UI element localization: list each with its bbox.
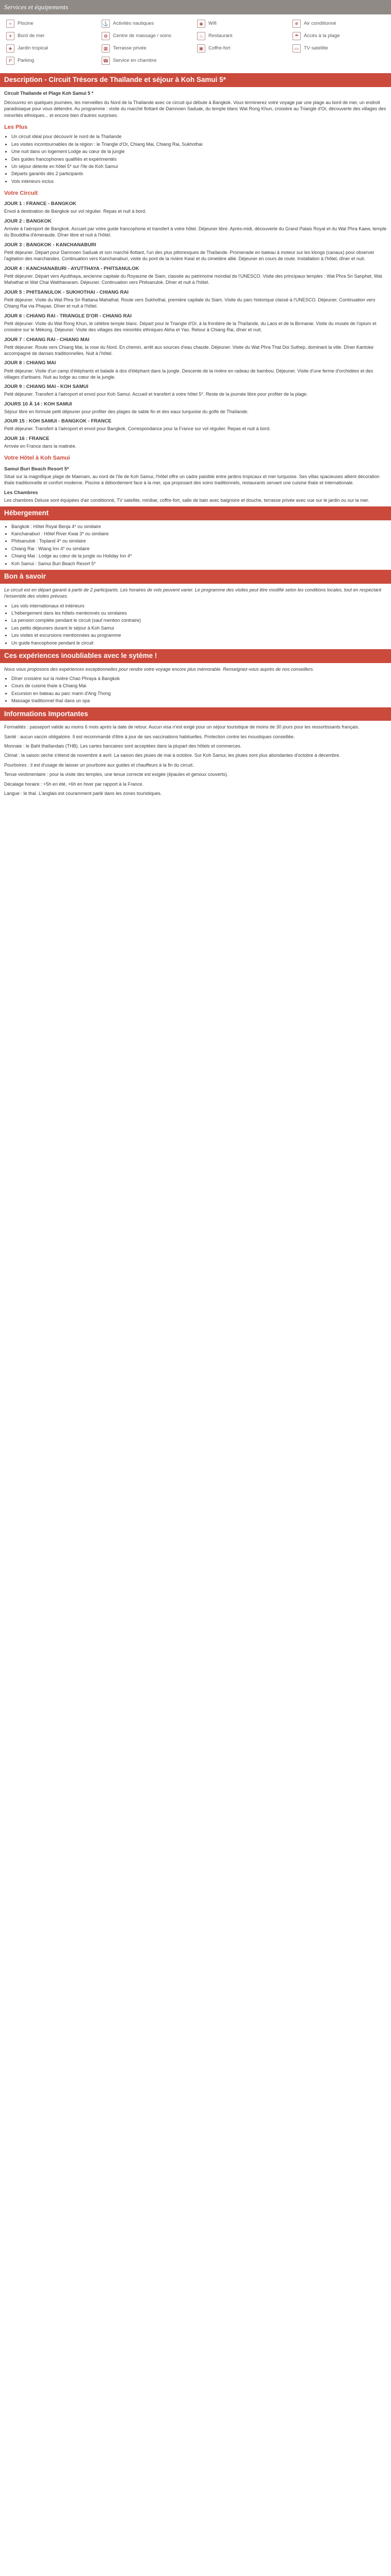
experiences-content: [0, 666, 391, 704]
info-paragraph: Pourboires : il est d'usage de laisser un pourboire aux guides et chauffeurs à la fin du circuit.: [4, 762, 194, 768]
included-item: • Les petits déjeuners durant le séjour à Koh Samui: [11, 625, 387, 631]
service-item: [292, 44, 385, 53]
accommodation-item: • Chiang Rai : Wiang Inn 4* ou similaire: [11, 546, 387, 552]
service-item: [292, 20, 385, 28]
day-text: Séjour libre en formule petit déjeuner pour profiter des plages de sable fin et des eaux turquoise du golfe de Thaïlande.: [4, 409, 249, 414]
service-label: Terrasse privée: [113, 45, 146, 52]
day-title: JOUR 6 : CHIANG RAI - TRIANGLE D'OR - CHIANG RAI: [4, 313, 132, 319]
info-paragraph: Santé : aucun vaccin obligatoire. Il est recommandé d'être à jour de ses vaccinations habituelles. Protection contre les moustiques conseillée.: [4, 734, 295, 739]
service-label: Air conditionné: [304, 21, 336, 27]
service-label: Restaurant: [208, 33, 233, 39]
wifi-icon: ◉: [197, 20, 205, 28]
included-item: • Un guide francophone pendant le circuit: [11, 640, 387, 646]
service-item: [6, 44, 99, 53]
day-title: JOUR 7 : CHIANG RAI - CHIANG MAI: [4, 336, 90, 343]
info-paragraph: Décalage horaire : +5h en été, +6h en hiver par rapport à la France.: [4, 781, 144, 787]
safe-icon: ▣: [197, 44, 205, 53]
plus-item: • Vols intérieurs inclus: [11, 178, 387, 184]
info-paragraph: Climat : la saison sèche s'étend de novembre à avril. La saison des pluies de mai à octobre. Sur Koh Samui, les pluies sont plus abondantes d'octobre à décembre.: [4, 753, 340, 758]
service-label: Jardin tropical: [18, 45, 48, 52]
info-paragraph: Langue : le thaï. L'anglais est couramment parlé dans les zones touristiques.: [4, 791, 162, 796]
service-label: Centre de massage / soins: [113, 33, 172, 39]
plus-list: [4, 133, 387, 184]
plus-item: • Une nuit dans un logement Lodge au cœur de la jungle: [11, 148, 387, 155]
experiences-list: [4, 675, 387, 704]
plus-item: • Les visites incontournables de la région : le Triangle d'Or, Chiang Mai, Chiang Rai, Sukhothai: [11, 141, 387, 147]
included-item: • Les visites et excursions mentionnées au programme: [11, 632, 387, 638]
activities-icon: ⚓: [102, 20, 110, 28]
service-item: [102, 57, 194, 65]
day-title: JOUR 9 : CHIANG MAI - KOH SAMUI: [4, 384, 89, 390]
accommodation-content: [0, 523, 391, 567]
service-item: [102, 20, 194, 28]
good-to-know-title: Bon à savoir: [0, 570, 391, 584]
experience-item: • Cours de cuisine thaïe à Chiang Mai: [11, 683, 387, 689]
info-content: [0, 724, 391, 796]
tv-icon: ▭: [292, 44, 301, 53]
ac-icon: ❄: [292, 20, 301, 28]
service-item: [6, 32, 99, 40]
service-label: Activités nautiques: [113, 21, 154, 27]
description-subtitle: Circuit Thaïlande et Plage Koh Samui 5 *: [4, 90, 94, 96]
itinerary-days: [4, 200, 387, 449]
service-label: Parking: [18, 58, 35, 64]
day-title: JOUR 3 : BANGKOK - KANCHANABURI: [4, 242, 96, 248]
day-title: JOUR 16 : FRANCE: [4, 435, 50, 442]
service-item: [197, 32, 289, 40]
day-text: Arrivée à l'aéroport de Bangkok. Accueil par votre guide francophone et transfert à votre hôtel. Déjeuner libre. Après-midi, découverte du Grand Palais Royal et du Wat Phra Kaew, temple du Bouddha d'émeraude. Dîner libre et nuit à l'hôtel.: [4, 226, 387, 238]
accommodation-item: • Bangkok : Hôtel Royal Benja 4* ou similaire: [11, 523, 387, 530]
experiences-text: Nous vous proposons des expériences exceptionnelles pour rendre votre voyage encore plus mémorable. Renseignez-vous auprès de nos conseillers.: [4, 666, 314, 672]
experience-item: • Massage traditionnel thaï dans un spa: [11, 698, 387, 704]
hotel-title: Votre Hôtel à Koh Samui: [4, 455, 70, 462]
service-item: [102, 44, 194, 53]
description-intro: Découvrez en quelques journées, les merveilles du Nord de la Thaïlande avec ce circuit qui débute à Bangkok. Vous terminerez votre voyage par une plage au bord de mer, un endroit paradisiaque pour vous détendre. Au programme : visite du marché flottant de Damnoen Saduak, du temple blanc Wat Rong Khun, croisière au Triangle d'Or, découverte des villages des minorités ethniques... et encore bien d'autres surprises.: [4, 99, 386, 118]
day-text: Petit déjeuner. Départ pour Damnoen Saduak et son marché flottant, l'un des plus pittoresques de Thaïlande. Promenade en bateau à moteur sur les klongs (canaux) pour observer l'agitation des marchandes. Continuation vers Kanchanaburi, visite du pont de la rivière Kwaï et du cimetière allié. Déjeuner en cours de route. Installation à l'hôtel, dîner et nuit.: [4, 249, 374, 262]
plus-title: Les Plus: [4, 124, 28, 131]
accommodation-item: • Phitsanulok : Topland 4* ou similaire: [11, 538, 387, 544]
service-item: [6, 20, 99, 28]
day-title: JOUR 8 : CHIANG MAI: [4, 360, 56, 366]
accommodation-list: [4, 523, 387, 567]
good-to-know-content: [0, 587, 391, 646]
good-to-know-text: Le circuit est en départ garanti à partir de 2 participants. Les horaires de vols peuvent varier. Le programme des visites peut être modifié selon les conditions locales, tout en respectant l'ensemble des visites prévues.: [4, 587, 382, 599]
service-label: TV satellite: [304, 45, 328, 52]
day-title: JOUR 5 : PHITSANULOK - SUKHOTHAI - CHIANG RAI: [4, 289, 129, 295]
service-label: Coffre-fort: [208, 45, 231, 52]
day-text: Envol à destination de Bangkok sur vol régulier. Repas et nuit à bord.: [4, 209, 146, 214]
day-text: Petit déjeuner. Visite du Wat Rong Khun, le célèbre temple blanc. Départ pour le Triangle d'Or, à la frontière de la Thaïlande, du Laos et de la Birmanie. Visite du musée de l'opium et croisière sur le Mékong. Déjeuner. Visite des villages des minorités ethniques Akha et Yao. Retour à Chiang Rai, dîner et nuit.: [4, 320, 377, 333]
day-title: JOUR 4 : KANCHANABURI - AYUTTHAYA - PHITSANULOK: [4, 265, 139, 272]
rooms-title: Les Chambres: [4, 489, 38, 496]
service-label: Piscine: [18, 21, 34, 27]
included-item: • Les vols internationaux et intérieurs: [11, 603, 387, 609]
day-text: Petit déjeuner. Départ vers Ayutthaya, ancienne capitale du Royaume de Siam, classée au patrimoine mondial de l'UNESCO. Visite des principaux temples : Wat Phra Sri Sanphet, Wat Mahathat et Wat Chai Watthanaram. Déjeuner. Continuation vers Phitsanulok. Dîner et nuit à l'hôtel.: [4, 273, 382, 285]
services-grid: [0, 14, 391, 71]
restaurant-icon: ♨: [197, 32, 205, 40]
service-item: [102, 32, 194, 40]
experience-item: • Dîner croisière sur la rivière Chao Phraya à Bangkok: [11, 675, 387, 682]
day-text: Petit déjeuner. Route vers Chiang Mai, la rose du Nord. En chemin, arrêt aux sources d'eau chaude. Déjeuner. Visite du Wat Phra That Doi Suthep, dominant la ville. Dîner Kantoke accompagné de danses traditionnelles. Nuit à l'hôtel.: [4, 344, 373, 357]
plus-item: • Un séjour détente en hôtel 5* sur l'île de Koh Samui: [11, 163, 387, 170]
day-text: Petit déjeuner. Visite du Wat Phra Sri Rattana Mahathat. Route vers Sukhothai, première capitale du Siam. Visite du parc historique classé à l'UNESCO. Déjeuner. Continuation vers Chiang Rai via Phayao. Dîner et nuit à l'hôtel.: [4, 297, 376, 309]
accommodation-item: • Kanchanaburi : Hôtel River Kwai 3* ou similaire: [11, 531, 387, 537]
plus-item: • Des guides francophones qualifiés et expérimentés: [11, 156, 387, 162]
day-title: JOUR 1 : FRANCE - BANGKOK: [4, 201, 76, 207]
page: [0, 0, 391, 796]
garden-icon: ♣: [6, 44, 14, 53]
day-text: Arrivée en France dans la matinée.: [4, 444, 77, 449]
hotel-text: Situé sur la magnifique plage de Maenam, au nord de l'île de Koh Samui, l'hôtel offre un cadre paisible entre jardins tropicaux et mer turquoise. Ses villas spacieuses allient décoration thaïe traditionnelle et confort moderne. Piscine à débordement face à la mer, spa proposant des soins traditionnels, restaurants servant une cuisine thaïe et internationale.: [4, 473, 380, 486]
experience-item: • Excursion en bateau au parc marin d'Ang Thong: [11, 690, 387, 697]
day-title: JOUR 15 : KOH SAMUI - BANGKOK - FRANCE: [4, 418, 111, 425]
included-list: [4, 603, 387, 646]
info-paragraph: Monnaie : le Baht thaïlandais (THB). Les cartes bancaires sont acceptées dans la plupart des hôtels et commerces.: [4, 743, 242, 749]
service-label: Bord de mer: [18, 33, 45, 39]
experiences-title: Ces expériences inoubliables avec le sytème !: [0, 649, 391, 663]
accommodation-title: Hébergement: [0, 506, 391, 520]
day-text: Petit déjeuner. Visite d'un camp d'éléphants et balade à dos d'éléphant dans la jungle. Descente de la rivière en radeau de bambou. Déjeuner. Visite d'une ferme d'orchidées et des villages d'artisans. Nuit au lodge au cœur de la jungle.: [4, 368, 373, 380]
info-paragraph: Tenue vestimentaire : pour la visite des temples, une tenue correcte est exigée (épaules et genoux couverts).: [4, 772, 229, 777]
info-paragraph: Formalités : passeport valide au moins 6 mois après la date de retour. Aucun visa n'est exigé pour un séjour touristique de moins de 30 jours pour les ressortissants français.: [4, 724, 360, 730]
parking-icon: P: [6, 57, 14, 65]
day-text: Petit déjeuner. Transfert à l'aéroport et envol pour Bangkok. Correspondance pour la France sur vol régulier. Repas et nuit à bord.: [4, 426, 271, 432]
included-item: • La pension complète pendant le circuit (sauf mention contraire): [11, 617, 387, 623]
service-item: [292, 32, 385, 40]
service-label: Service en chambre: [113, 58, 157, 64]
day-title: JOUR 2 : BANGKOK: [4, 218, 52, 224]
itinerary-title: Votre Circuit: [4, 190, 38, 197]
shuttle-icon: ✿: [102, 32, 110, 40]
plus-item: • Un circuit idéal pour découvrir le nord de la Thaïlande: [11, 133, 387, 140]
service-item: [6, 57, 99, 65]
room-icon: ☎: [102, 57, 110, 65]
hotel-name: Samui Buri Beach Resort 5*: [4, 466, 69, 472]
day-title: JOURS 10 À 14 : KOH SAMUI: [4, 401, 72, 407]
description-content: [0, 90, 391, 503]
terrace-icon: ▦: [102, 44, 110, 53]
service-label: Accès à la plage: [304, 33, 340, 39]
rooms-text: Les chambres Deluxe sont équipées d'air conditionné, TV satellite, minibar, coffre-fort, salle de bain avec baignoire et douche, terrasse privée avec vue sur le jardin ou sur la mer.: [4, 497, 369, 503]
service-label: Wifi: [208, 21, 217, 27]
accommodation-item: • Chiang Mai : Lodge au cœur de la jungle ou Holiday Inn 4*: [11, 553, 387, 559]
included-item: • L'hébergement dans les hôtels mentionnés ou similaires: [11, 610, 387, 616]
day-text: Petit déjeuner. Transfert à l'aéroport et envol pour Koh Samui. Accueil et transfert à votre hôtel 5*. Reste de la journée libre pour profiter de la plage.: [4, 392, 308, 397]
description-title: Description - Circuit Trésors de Thaïlande et séjour à Koh Samui 5*: [0, 73, 391, 87]
beach-icon: ☀: [6, 32, 14, 40]
accommodation-item: • Koh Samui : Samui Buri Beach Resort 5*: [11, 561, 387, 567]
services-banner: Services et équipements: [0, 0, 391, 14]
info-title: Informations Importantes: [0, 707, 391, 721]
service-item: [197, 20, 289, 28]
spa-icon: ☂: [292, 32, 301, 40]
pool-icon: ≈: [6, 20, 14, 28]
plus-item: • Départs garantis dès 2 participants: [11, 171, 387, 177]
service-item: [197, 44, 289, 53]
